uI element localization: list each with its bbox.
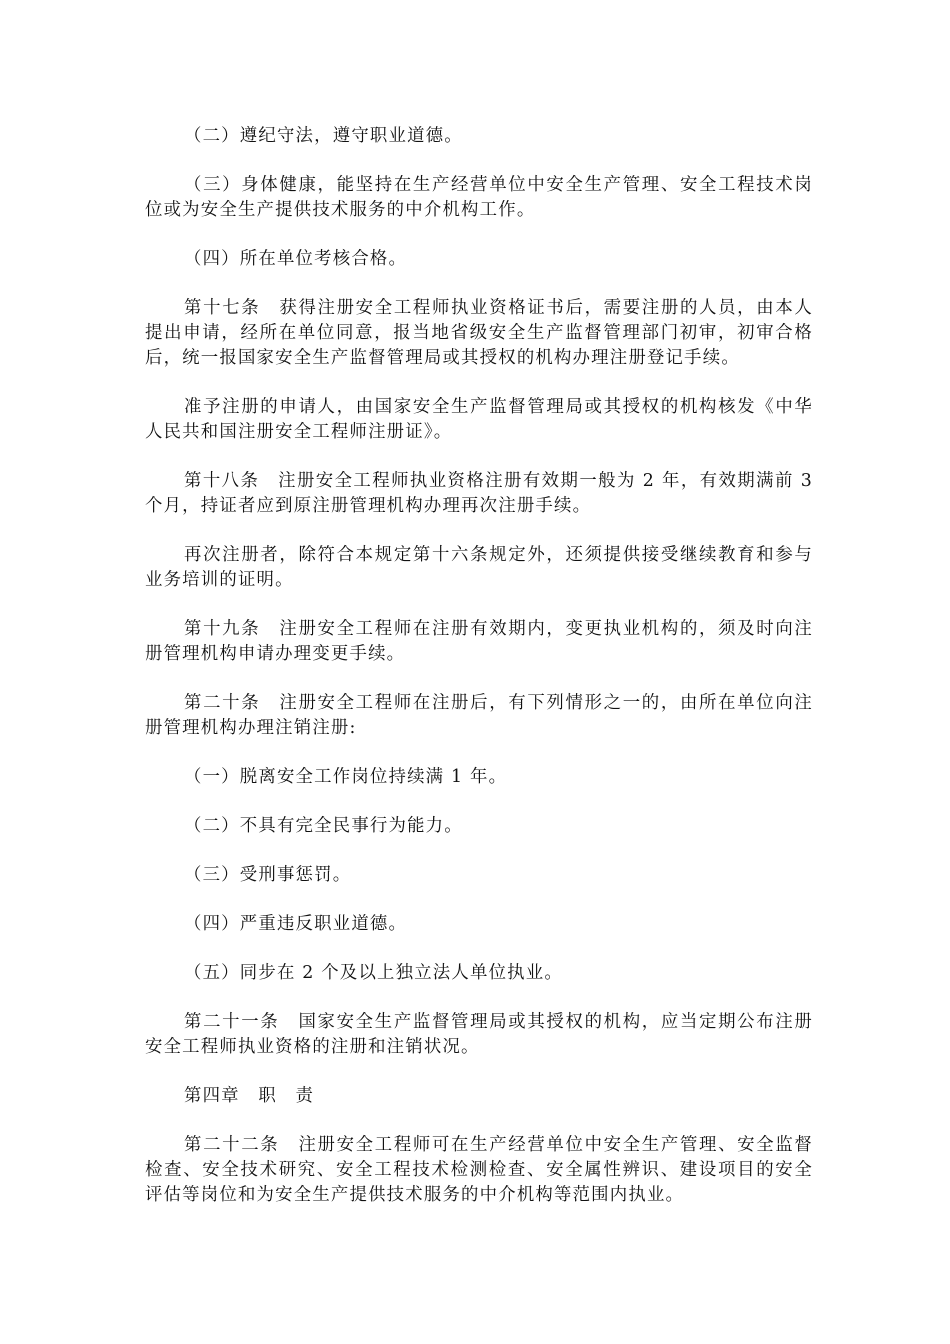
paragraph-article-19: 第十九条 注册安全工程师在注册有效期内，变更执业机构的，须及时向注册管理机构申请办理变更手续。 — [145, 619, 813, 664]
document-body — [145, 124, 813, 1232]
paragraph-registration-approval: 准予注册的申请人，由国家安全生产监督管理局或其授权的机构核发《中华人民共和国注册安全工程师注册证》。 — [145, 397, 813, 442]
chapter-heading: 第四章 职 责 — [184, 1086, 315, 1106]
paragraph-clause-2: （二）遵纪守法，遵守职业道德。 — [184, 126, 463, 146]
paragraph-article-22: 第二十二条 注册安全工程师可在生产经营单位中安全生产管理、安全监督检查、安全技术研究、安全工程技术检测检查、安全属性辨识、建设项目的安全评估等岗位和为安全生产提供技术服务的中介机构等范围内执业。 — [145, 1135, 813, 1205]
paragraph-cancel-clause-3: （三）受刑事惩罚。 — [184, 865, 352, 885]
paragraph-cancel-clause-1: （一）脱离安全工作岗位持续满 1 年。 — [184, 767, 508, 787]
paragraph-article-18: 第十八条 注册安全工程师执业资格注册有效期一般为 2 年，有效期满前 3 个月，持证者应到原注册管理机构办理再次注册手续。 — [145, 471, 813, 516]
paragraph-article-21: 第二十一条 国家安全生产监督管理局或其授权的机构，应当定期公布注册安全工程师执业资格的注册和注销状况。 — [145, 1012, 813, 1057]
paragraph-article-17: 第十七条 获得注册安全工程师执业资格证书后，需要注册的人员，由本人提出申请，经所在单位同意，报当地省级安全生产监督管理部门初审，初审合格后，统一报国家安全生产监督管理局或其授权的机构办理注册登记手续。 — [145, 298, 813, 368]
paragraph-clause-3: （三）身体健康，能坚持在生产经营单位中安全生产管理、安全工程技术岗位或为安全生产提供技术服务的中介机构工作。 — [145, 175, 813, 220]
paragraph-cancel-clause-5: （五）同步在 2 个及以上独立法人单位执业。 — [184, 963, 563, 983]
paragraph-re-registration: 再次注册者，除符合本规定第十六条规定外，还须提供接受继续教育和参与业务培训的证明。 — [145, 545, 813, 590]
paragraph-article-20: 第二十条 注册安全工程师在注册后，有下列情形之一的，由所在单位向注册管理机构办理注销注册: — [145, 693, 813, 738]
paragraph-cancel-clause-4: （四）严重违反职业道德。 — [184, 914, 408, 934]
paragraph-clause-4: （四）所在单位考核合格。 — [184, 249, 408, 269]
paragraph-cancel-clause-2: （二）不具有完全民事行为能力。 — [184, 816, 463, 836]
